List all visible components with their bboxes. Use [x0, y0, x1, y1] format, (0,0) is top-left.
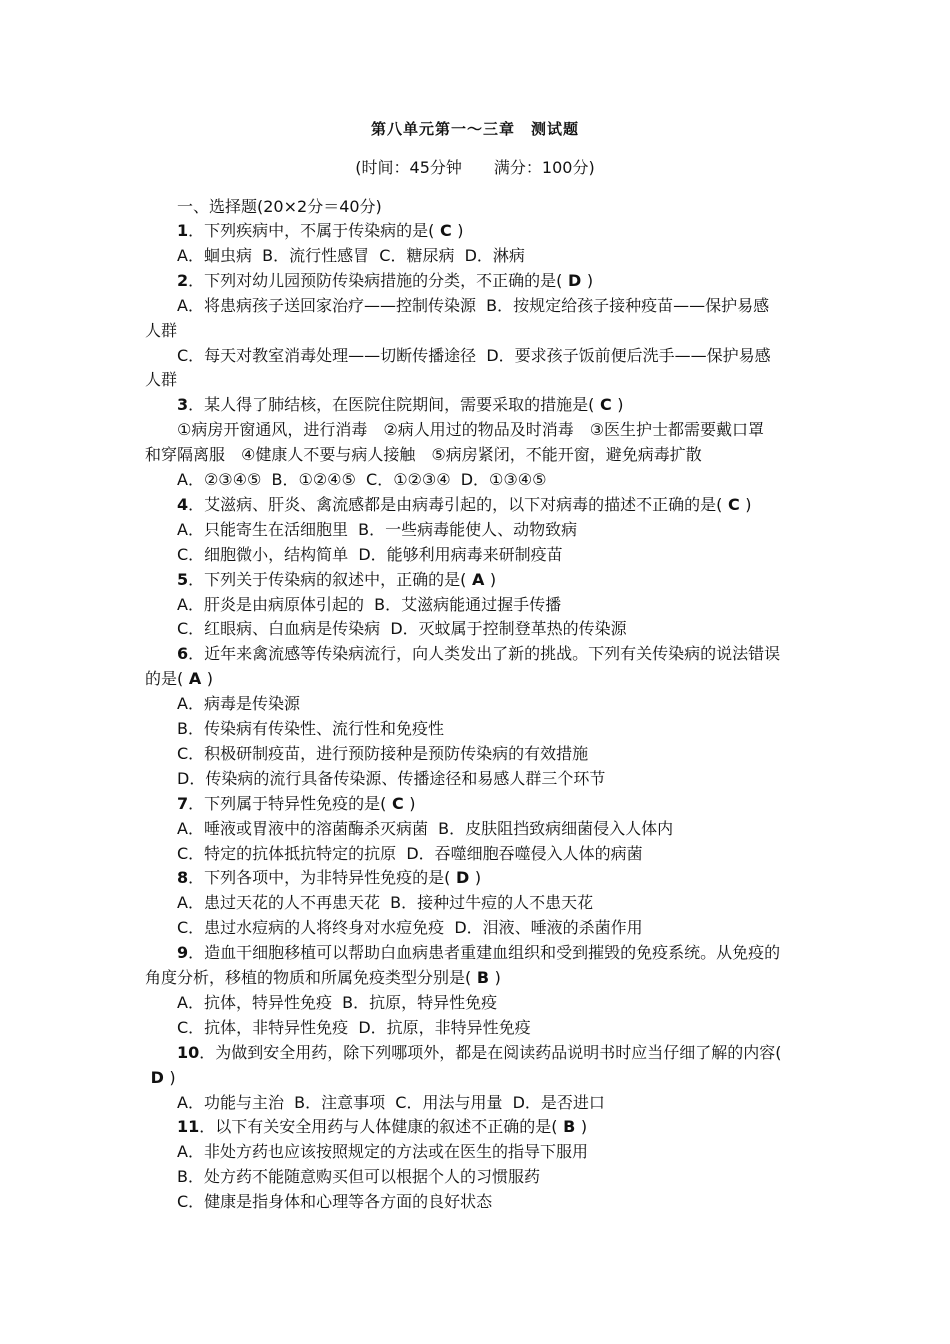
question-number: 4 [177, 494, 189, 514]
answer-letter: C [434, 221, 458, 240]
question-line [177, 794, 416, 814]
line-text: ．下列各项中，为非特异性免疫的是( [188, 868, 451, 888]
line-text: ．艾滋病、肝炎、禽流感都是由病毒引起的，以下对病毒的描述不正确的是( [188, 494, 723, 514]
question-number: 10 [177, 1042, 200, 1062]
question-number: 7 [177, 793, 189, 813]
text-line [177, 420, 764, 440]
line-text: A．②③④⑤ B．①②④⑤ C．①②③④ D．①③④⑤ [177, 470, 547, 489]
text-line [177, 1167, 540, 1187]
answer-letter: B [471, 968, 495, 987]
text-line [177, 520, 577, 540]
text-line [177, 619, 627, 639]
text-line [177, 1192, 492, 1212]
line-text: ．下列对幼儿园预防传染病措施的分类，不正确的是( [188, 270, 563, 290]
line-text: C．抗体，非特异性免疫 D．抗原，非特异性免疫 [177, 1017, 531, 1037]
text-line [177, 719, 444, 739]
closing-paren: ) [617, 395, 624, 415]
text-line [177, 694, 300, 714]
line-text: 人群 [145, 320, 178, 340]
closing-paren: ) [409, 793, 416, 813]
text-line [177, 595, 561, 615]
line-text: A．患过天花的人不再患天花 B．接种过牛痘的人不患天花 [177, 893, 594, 913]
line-text: A．肝炎是由病原体引起的 B．艾滋病能通过握手传播 [177, 594, 562, 614]
line-text: C．每天对教室消毒处理——切断传播途径 D．要求孩子饭前便后洗手——保护易感 [177, 345, 771, 365]
question-number: 8 [177, 868, 189, 888]
closing-paren: ) [474, 868, 482, 888]
question-number: 2 [177, 270, 189, 290]
question-line [177, 495, 752, 515]
closing-paren: ) [169, 1067, 176, 1087]
line-text: 的是( [145, 669, 184, 689]
text-line [177, 819, 673, 839]
text-line [145, 445, 702, 465]
question-number: 1 [177, 221, 189, 240]
line-text: ．近年来禽流感等传染病流行，向人类发出了新的挑战。下列有关传染病的说法错误 [188, 644, 781, 664]
line-text: A．非处方药也应该按照规定的方法或在医生的指导下服用 [177, 1142, 588, 1162]
text-line [145, 321, 177, 341]
line-text: ．某人得了肺结核，在医院住院期间，需要采取的措施是( [188, 395, 595, 415]
section-heading: 一、选择题(20×2分＝40分) [177, 197, 382, 216]
text-line [145, 968, 501, 988]
text-line [177, 744, 588, 764]
answer-letter: C [594, 395, 618, 415]
question-line [177, 644, 780, 664]
answer-letter: D [145, 1067, 170, 1087]
line-text: ．以下有关安全用药与人体健康的叙述不正确的是( [199, 1117, 558, 1137]
answer-letter: C [386, 793, 410, 813]
text-line [177, 844, 643, 864]
line-text: ①病房开窗通风，进行消毒 ②病人用过的物品及时消毒 ③医生护士都需要戴口罩 [177, 420, 765, 440]
line-text: C．细胞微小，结构简单 D．能够利用病毒来研制疫苗 [177, 544, 563, 564]
text-line [177, 993, 497, 1013]
answer-letter: D [562, 270, 587, 290]
question-line [177, 271, 593, 291]
text-line [177, 545, 563, 565]
line-text: A．功能与主治 B．注意事项 C．用法与用量 D．是否进口 [177, 1092, 605, 1112]
line-text: C．健康是指身体和心理等各方面的良好状态 [177, 1192, 493, 1212]
question-number: 9 [177, 943, 189, 963]
text-line [145, 370, 177, 390]
question-line [177, 1117, 587, 1137]
closing-paren: ) [206, 669, 214, 689]
text-line [177, 296, 769, 316]
line-text: A．抗体，特异性免疫 B．抗原，特异性免疫 [177, 992, 498, 1012]
question-number: 5 [177, 569, 189, 589]
line-text: A．只能寄生在活细胞里 B．一些病毒能使人、动物致病 [177, 519, 578, 539]
answer-letter: D [450, 868, 475, 888]
line-text: ．为做到安全用药，除下列哪项外，都是在阅读药品说明书时应当仔细了解的内容( [199, 1042, 782, 1062]
question-number: 3 [177, 395, 189, 415]
question-number: 6 [177, 644, 189, 664]
page-subtitle: (时间：45分钟 满分：100分) [355, 158, 595, 177]
question-line [177, 1043, 782, 1063]
line-text: A．蛔虫病 B．流行性感冒 C．糖尿病 D．淋病 [177, 245, 525, 265]
line-text: B．传染病有传染性、流行性和免疫性 [177, 719, 444, 738]
answer-letter: A [466, 569, 490, 589]
closing-paren: ) [586, 270, 594, 290]
answer-letter: B [557, 1117, 581, 1137]
closing-paren: ) [494, 968, 501, 987]
text-line [177, 246, 525, 266]
question-line [177, 868, 481, 888]
question-line [177, 395, 624, 415]
line-text: B．处方药不能随意购买但可以根据个人的习惯服药 [177, 1167, 540, 1187]
text-line [145, 669, 213, 689]
text-line [177, 470, 546, 490]
question-number: 11 [177, 1117, 200, 1137]
text-line [177, 918, 643, 938]
line-text: A．病毒是传染源 [177, 694, 300, 714]
closing-paren: ) [745, 494, 752, 514]
line-text: C．特定的抗体抵抗特定的抗原 D．吞噬细胞吞噬侵入人体的病菌 [177, 843, 643, 863]
line-text: D．传染病的流行具备传染源、传播途径和易感人群三个环节 [177, 768, 606, 788]
question-line [177, 221, 464, 241]
line-text: A．唾液或胃液中的溶菌酶杀灭病菌 B．皮肤阻挡致病细菌侵入人体内 [177, 818, 674, 838]
line-text: 和穿隔离服 ④健康人不要与病人接触 ⑤病房紧闭，不能开窗，避免病毒扩散 [145, 445, 702, 465]
line-text: 人群 [145, 370, 178, 390]
question-line [177, 943, 780, 963]
text-line [145, 1068, 176, 1088]
line-text: ．下列关于传染病的叙述中，正确的是( [188, 569, 467, 589]
question-line [177, 570, 496, 590]
answer-letter: A [183, 669, 207, 689]
closing-paren: ) [489, 569, 497, 589]
line-text: ．造血干细胞移植可以帮助白血病患者重建血组织和受到摧毁的免疫系统。从免疫的 [188, 943, 781, 963]
text-line [177, 893, 593, 913]
text-line [177, 1018, 531, 1038]
line-text: ．下列属于特异性免疫的是( [188, 793, 387, 813]
line-text: A．将患病孩子送回家治疗——控制传染源 B．按规定给孩子接种疫苗——保护易感 [177, 295, 770, 315]
answer-letter: C [722, 494, 746, 514]
line-text: C．积极研制疫苗，进行预防接种是预防传染病的有效措施 [177, 743, 589, 763]
closing-paren: ) [457, 221, 464, 240]
line-text: 角度分析，移植的物质和所属免疫类型分别是( [145, 968, 472, 987]
text-line [177, 346, 771, 366]
text-line [177, 769, 605, 789]
line-text: C．患过水痘病的人将终身对水痘免疫 D．泪液、唾液的杀菌作用 [177, 918, 643, 938]
text-line [177, 1093, 605, 1113]
line-text: ．下列疾病中，不属于传染病的是( [188, 221, 435, 240]
text-line [177, 1142, 588, 1162]
closing-paren: ) [580, 1117, 588, 1137]
line-text: C．红眼病、白血病是传染病 D．灭蚊属于控制登革热的传染源 [177, 619, 627, 639]
page-title: 第八单元第一～三章 测试题 [370, 120, 579, 138]
